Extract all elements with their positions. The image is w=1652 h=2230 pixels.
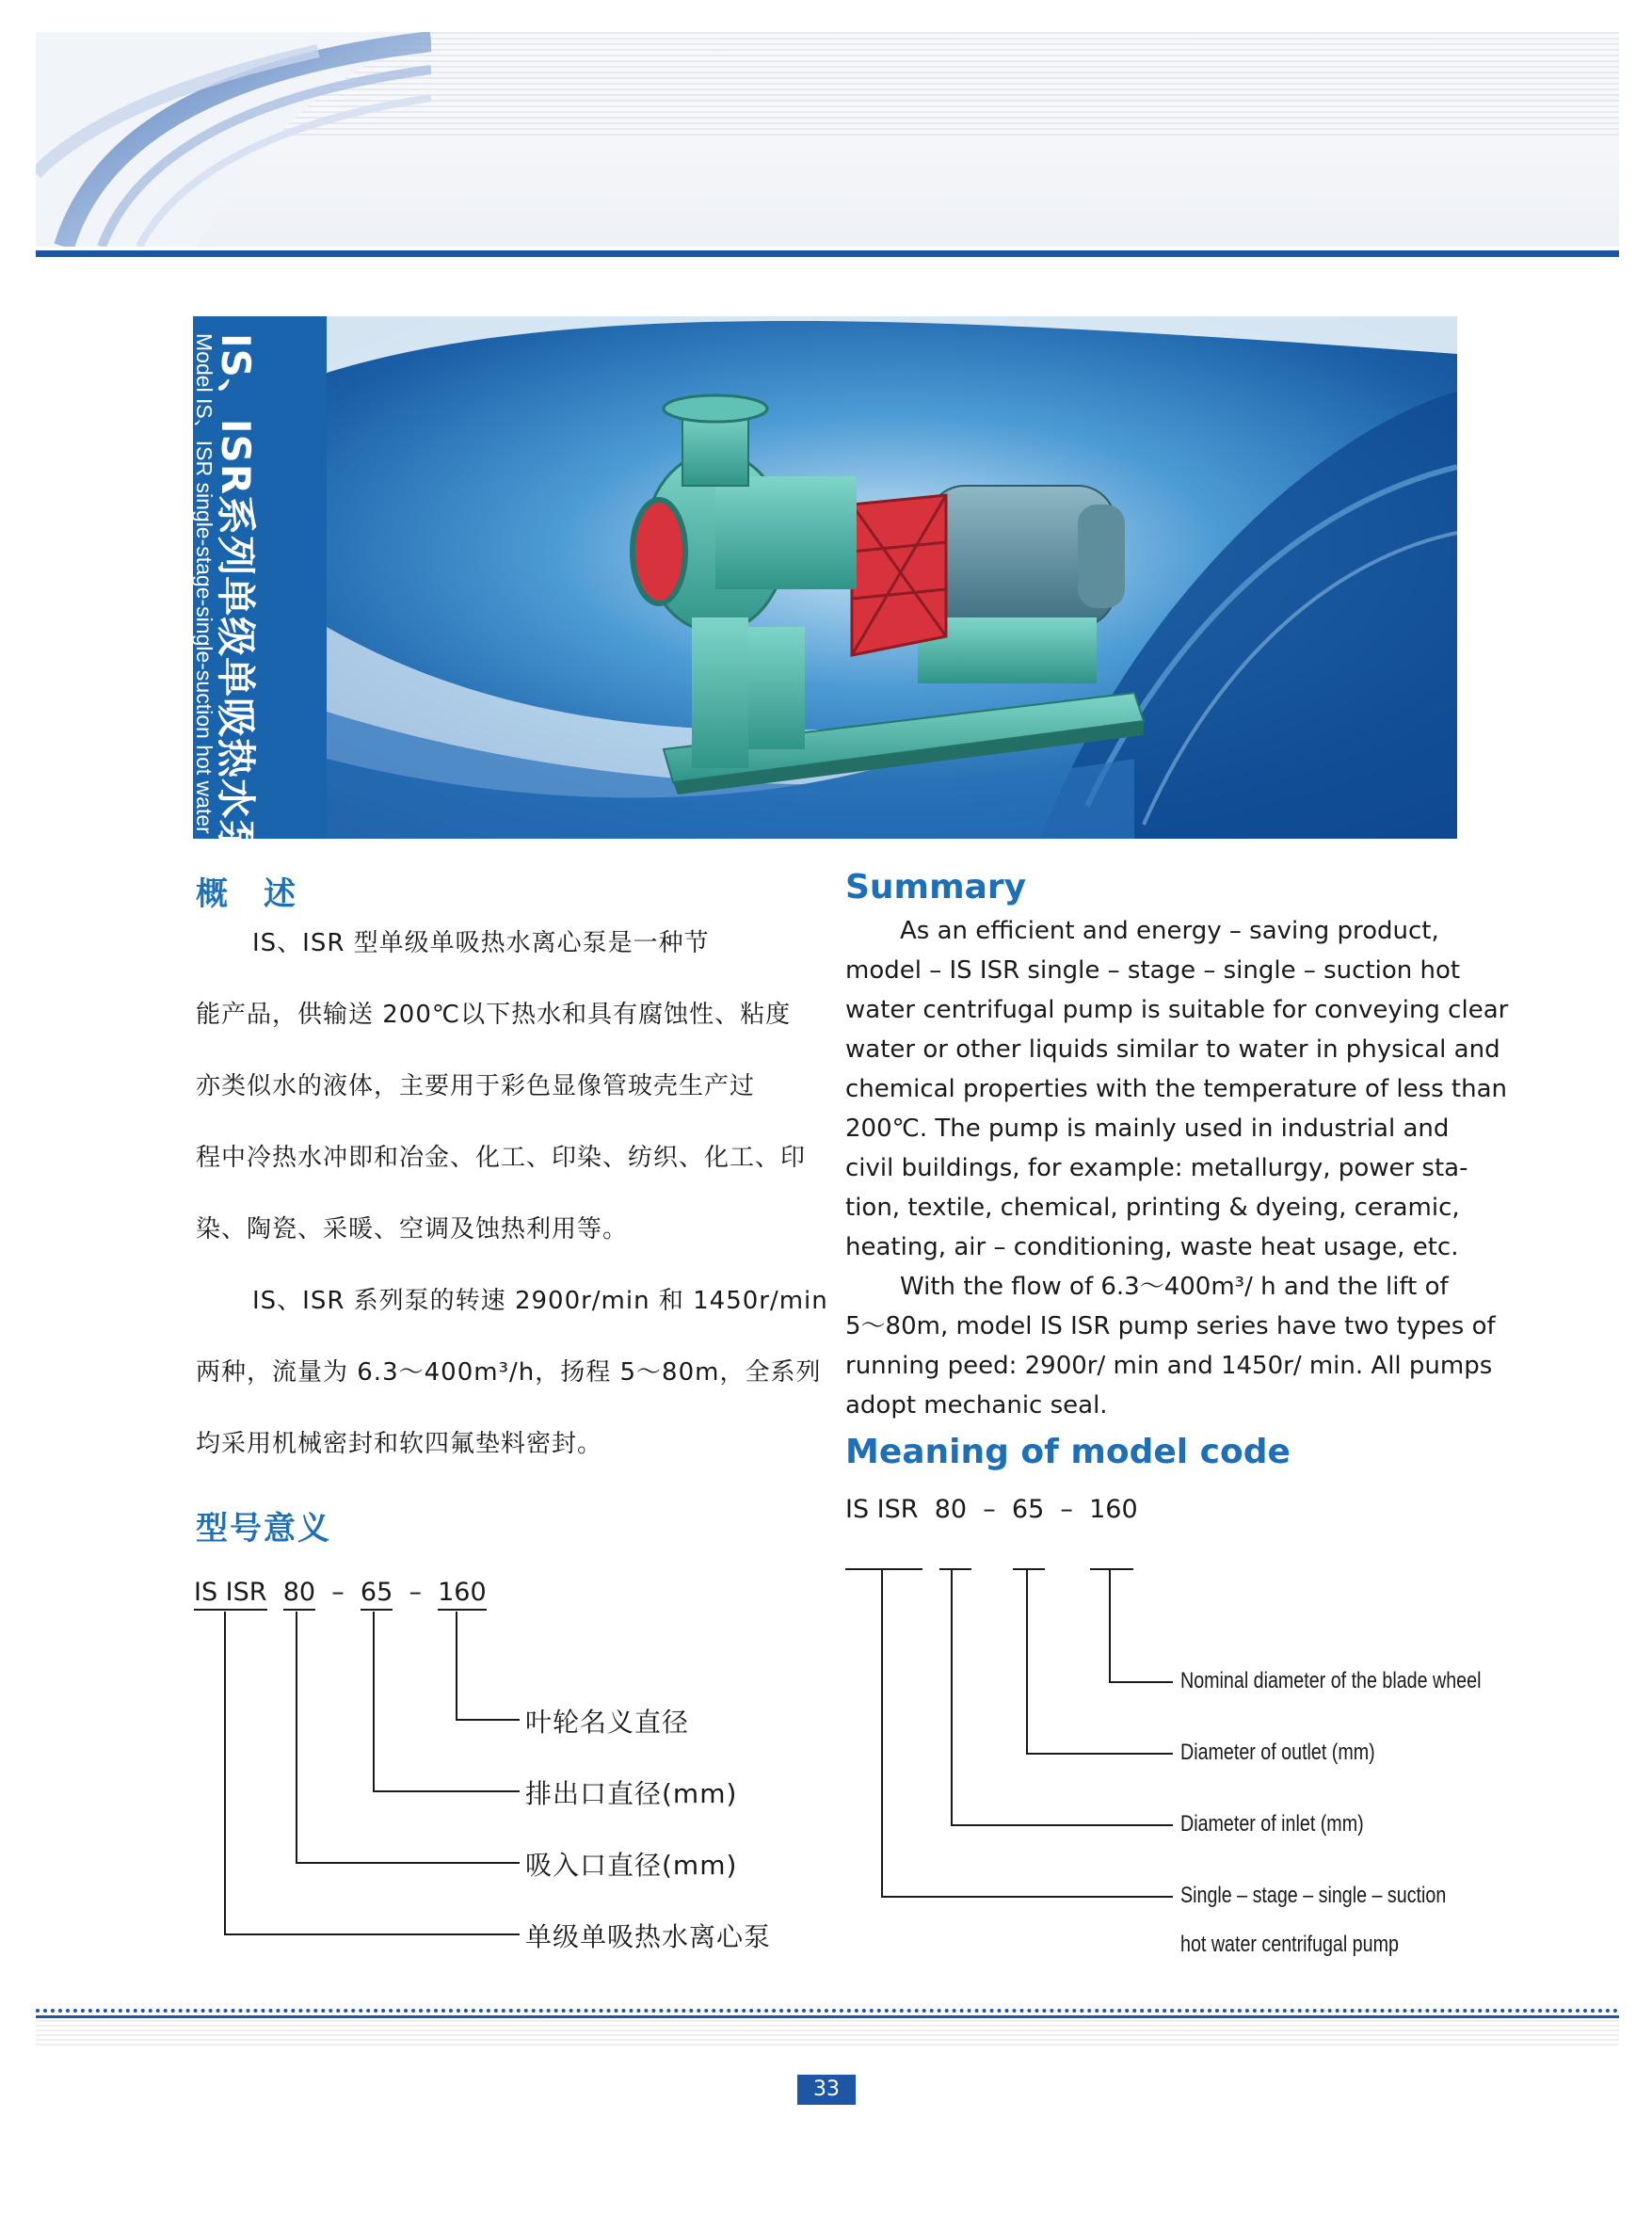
code-dash: – xyxy=(409,1578,422,1607)
footer-rule xyxy=(36,2015,1619,2018)
label-type-cn: 单级单吸热水离心泵 xyxy=(525,1921,772,1952)
header-rule xyxy=(36,250,1619,257)
summary-line: water or other liquids similar to water in physical and xyxy=(845,1035,1500,1064)
header-banner xyxy=(36,32,1619,247)
overview-cn-line: 两种，流量为 6.3～400m³/h，扬程 5～80m，全系列 xyxy=(196,1358,822,1387)
leader-outlet xyxy=(373,1612,375,1792)
footer-dotted-rule xyxy=(36,2009,1619,2013)
leader-inlet xyxy=(296,1862,520,1864)
leader-impeller-en xyxy=(1109,1681,1173,1683)
bar-outlet xyxy=(1013,1568,1045,1570)
summary-heading: Summary xyxy=(845,868,1027,906)
footer-band xyxy=(36,2020,1619,2048)
summary-line: model – IS ISR single – stage – single – suction hot xyxy=(845,956,1461,985)
leader-outlet xyxy=(373,1790,520,1792)
bar-impeller xyxy=(1090,1568,1133,1570)
overview-cn-line: 能产品，供输送 200℃以下热水和具有腐蚀性、粘度 xyxy=(196,1001,792,1029)
model-code-cn xyxy=(194,1578,487,1607)
bar-inlet xyxy=(939,1568,971,1570)
overview-cn-line: 亦类似水的液体，主要用于彩色显像管玻壳生产过 xyxy=(196,1072,756,1100)
hero-pump-image xyxy=(193,316,1457,839)
summary-line: 5～80m, model IS ISR pump series have two types of xyxy=(845,1312,1496,1340)
summary-line: running peed: 2900r/ min and 1450r/ min. All pumps xyxy=(845,1352,1493,1380)
leader-type-en xyxy=(881,1896,1173,1898)
bar-prefix xyxy=(845,1568,922,1570)
summary-line: civil buildings, for example: metallurgy, power sta- xyxy=(845,1154,1468,1182)
summary-line: water centrifugal pump is suitable for conveying clear xyxy=(845,996,1509,1024)
label-type-en: Single – stage – single – suction xyxy=(1180,1883,1447,1908)
summary-line: With the flow of 6.3～400m³/ h and the lift of xyxy=(900,1273,1449,1301)
label-inlet-en: Diameter of inlet (mm) xyxy=(1180,1811,1364,1837)
code-impeller: 160 xyxy=(438,1578,487,1611)
leader-impeller xyxy=(456,1612,457,1721)
page-number: 33 xyxy=(797,2075,856,2105)
leader-type-en xyxy=(881,1568,883,1898)
label-impeller-cn: 叶轮名义直径 xyxy=(525,1707,690,1738)
model-heading-en: Meaning of model code xyxy=(845,1433,1291,1471)
header-swirl-graphic xyxy=(36,32,431,247)
code-inlet: 80 xyxy=(283,1578,315,1611)
overview-cn-line: IS、ISR 系列泵的转速 2900r/min 和 1450r/min xyxy=(252,1287,828,1315)
leader-inlet-en xyxy=(951,1824,1173,1826)
summary-line: heating, air – conditioning, waste heat usage, etc. xyxy=(845,1233,1459,1261)
label-outlet-en: Diameter of outlet (mm) xyxy=(1180,1740,1375,1765)
hero-title-en: Model IS、ISR single-stage-single-suction hot water centrifugal Pump xyxy=(192,333,217,1003)
summary-line: adopt mechanic seal. xyxy=(845,1391,1108,1420)
leader-type xyxy=(224,1933,520,1935)
overview-cn-line: 染、陶瓷、采暖、空调及蚀热利用等。 xyxy=(196,1215,629,1243)
code-dash: – xyxy=(331,1578,345,1607)
code-prefix: IS ISR xyxy=(194,1578,267,1611)
summary-line: tion, textile, chemical, printing & dyeing, ceramic, xyxy=(845,1194,1460,1222)
leader-impeller xyxy=(456,1719,520,1721)
leader-outlet-en xyxy=(1026,1753,1173,1755)
model-code-en: IS ISR 80 – 65 – 160 xyxy=(845,1495,1138,1524)
label-impeller-en: Nominal diameter of the blade wheel xyxy=(1180,1668,1482,1693)
leader-inlet xyxy=(296,1612,297,1864)
overview-cn-line: IS、ISR 型单级单吸热水离心泵是一种节 xyxy=(252,929,710,957)
code-outlet: 65 xyxy=(361,1578,393,1611)
leader-outlet-en xyxy=(1026,1568,1028,1755)
leader-type xyxy=(224,1612,226,1935)
overview-cn-line: 程中冷热水冲即和冶金、化工、印染、纺织、化工、印 xyxy=(196,1144,807,1172)
overview-cn-line: 均采用机械密封和软四氟垫料密封。 xyxy=(196,1430,603,1458)
hero-title-cn: IS、ISR系列单级单吸热水泵 xyxy=(213,333,259,860)
leader-inlet-en xyxy=(951,1568,953,1826)
label-type-en-line2: hot water centrifugal pump xyxy=(1180,1932,1399,1957)
label-inlet-cn: 吸入口直径(mm) xyxy=(525,1850,738,1881)
summary-line: 200℃. The pump is mainly used in industrial and xyxy=(845,1115,1450,1143)
model-heading-cn: 型号意义 xyxy=(196,1510,331,1548)
summary-line: As an efficient and energy – saving product, xyxy=(900,917,1439,945)
label-outlet-cn: 排出口直径(mm) xyxy=(525,1778,738,1809)
summary-line: chemical properties with the temperature of less than xyxy=(845,1075,1508,1103)
leader-impeller-en xyxy=(1109,1568,1111,1683)
overview-heading-cn: 概 述 xyxy=(196,875,297,913)
